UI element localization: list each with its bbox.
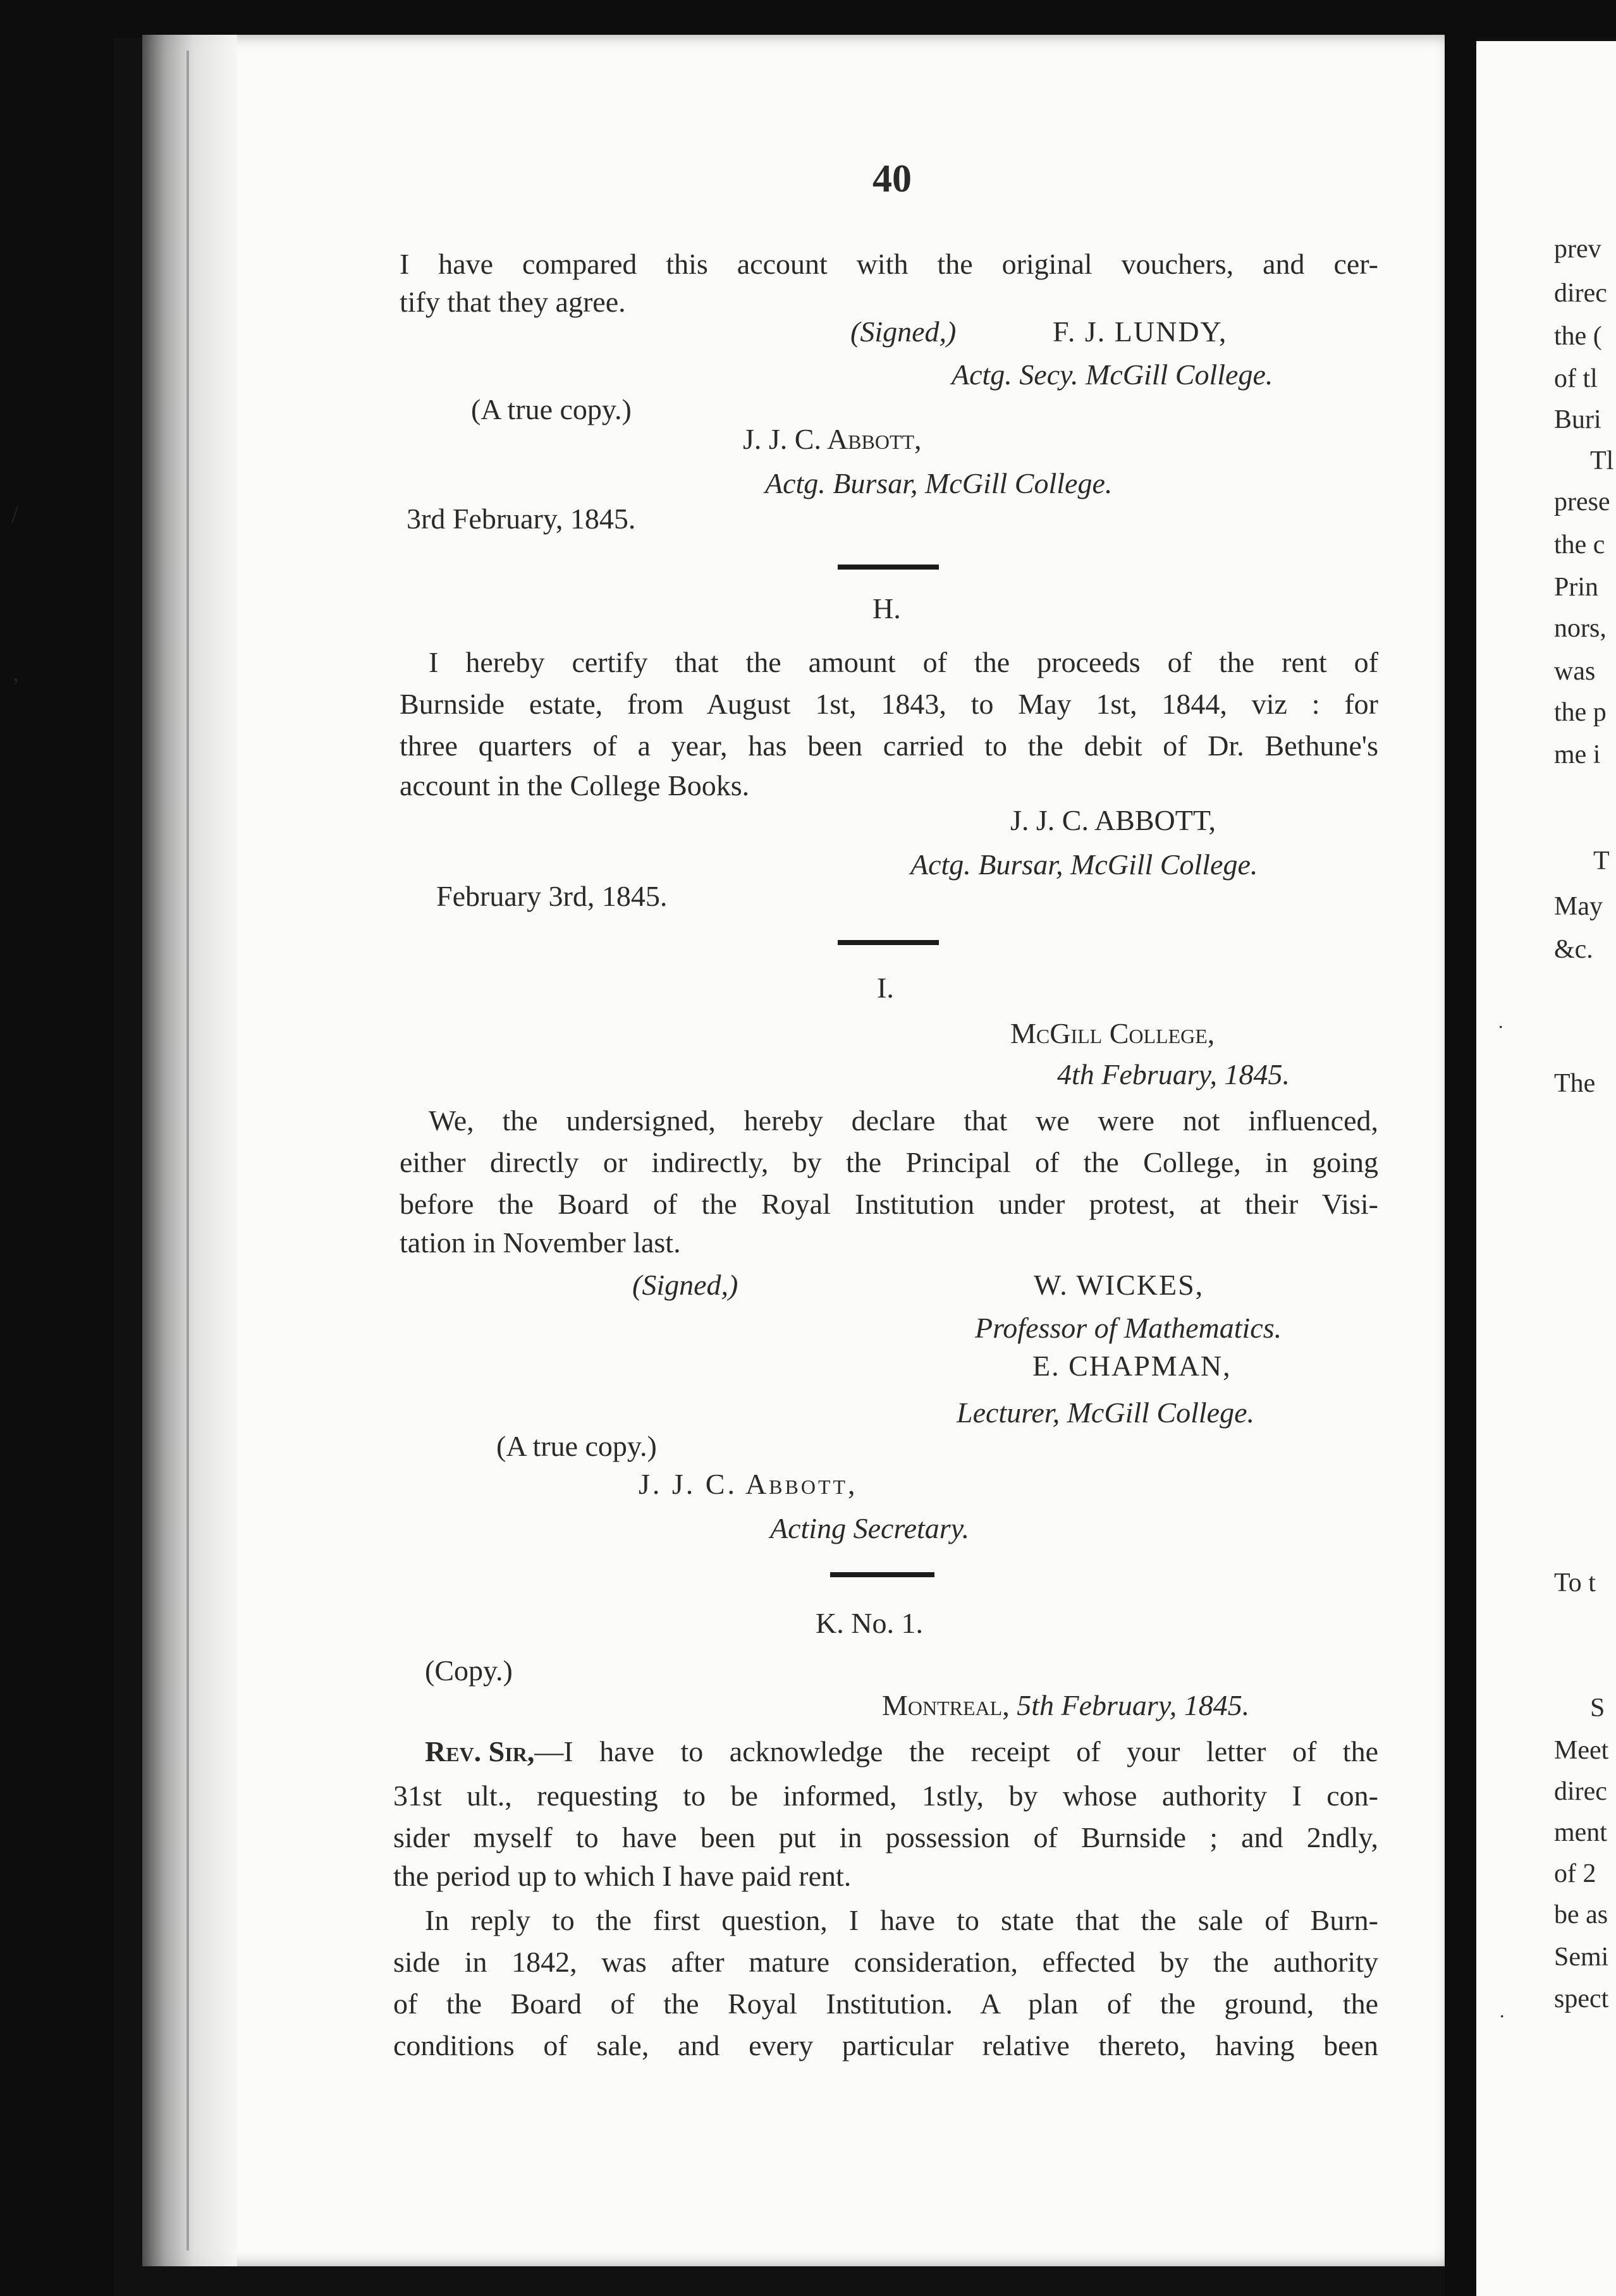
- text-line: account in the College Books.: [400, 769, 750, 802]
- true-copy-label: (A true copy.): [471, 393, 632, 425]
- date-line: 4th February, 1845.: [1057, 1058, 1290, 1090]
- text-line: before the Board of the Royal Institution under protest, at their Visi-: [400, 1188, 1378, 1220]
- book-gutter: [1445, 35, 1476, 2296]
- facing-page-fragment: &c.: [1554, 935, 1593, 964]
- text-line: side in 1842, was after mature consideration, effected by the authority: [393, 1946, 1378, 1978]
- facing-page-fragment: the c: [1554, 530, 1605, 559]
- text-line: three quarters of a year, has been carried to the debit of Dr. Bethune's: [400, 730, 1378, 762]
- signatory-name: J. J. C. Abbott,: [639, 1468, 858, 1500]
- facing-page-fragment: To t: [1554, 1568, 1596, 1597]
- date-line: [1057, 1060, 1290, 1089]
- date-line: February 3rd, 1845.: [436, 880, 668, 912]
- text-line: either directly or indirectly, by the Principal of the College, in going: [400, 1146, 1378, 1178]
- place-line: McGill College,: [1010, 1017, 1215, 1049]
- facing-page-fragment: was: [1554, 657, 1596, 686]
- text-line: Burnside estate, from August 1st, 1843, to May 1st, 1844, viz : for: [400, 688, 1378, 720]
- text-line: tation in November last.: [400, 1226, 681, 1259]
- signatory-name: J. J. C. Abbott,: [743, 423, 922, 455]
- facing-page-fragment: direc: [1554, 1777, 1607, 1806]
- facing-page-fragment: Buri: [1554, 405, 1601, 434]
- scan-speck: .: [1498, 1011, 1503, 1032]
- signatory-name: W. WICKES,: [1034, 1269, 1204, 1301]
- section-heading: K. No. 1.: [816, 1607, 923, 1639]
- signatory-title: Acting Secretary.: [770, 1512, 970, 1544]
- signatory-name: J. J. C. ABBOTT,: [1010, 804, 1216, 836]
- text-line: In reply to the first question, I have to state that the sale of Burn-: [425, 1904, 1378, 1936]
- scan-speck: ,: [13, 658, 19, 687]
- text-line: the period up to which I have paid rent.: [393, 1860, 852, 1892]
- section-divider: [838, 565, 939, 570]
- date-line: 3rd February, 1845.: [407, 503, 636, 535]
- date-line: [882, 1691, 1249, 1720]
- facing-page-fragment: May: [1554, 892, 1603, 921]
- text-line: 31st ult., requesting to be informed, 1stly, by whose authority I con-: [393, 1780, 1378, 1812]
- section-heading: H.: [872, 592, 901, 625]
- facing-page-fragment: Semi: [1554, 1943, 1609, 1972]
- facing-page-fragment: be as: [1554, 1900, 1608, 1929]
- facing-page-fragment: prese: [1554, 487, 1610, 516]
- facing-page-fragment: me i: [1554, 740, 1601, 769]
- section-heading: I.: [877, 972, 894, 1004]
- facing-page-fragment: Meet: [1554, 1736, 1609, 1765]
- facing-page-fragment: spect: [1554, 1984, 1609, 2013]
- signatory-name: F. J. LUNDY,: [1053, 315, 1228, 348]
- salutation: Rev. Sir,: [425, 1735, 535, 1768]
- facing-page-fragment: the p: [1554, 698, 1607, 727]
- facing-page-fragment: of 2: [1554, 1859, 1596, 1888]
- signed-label: (Signed,): [632, 1269, 738, 1301]
- section-divider: [838, 940, 939, 945]
- scan-speck: .: [1500, 2001, 1505, 2022]
- facing-page-fragment: nors,: [1554, 614, 1607, 643]
- signatory-title: Actg. Bursar, McGill College.: [910, 848, 1258, 881]
- facing-page-fragment: of tl: [1554, 364, 1598, 393]
- facing-page-fragment: Tl: [1590, 446, 1614, 475]
- true-copy-label: (A true copy.): [496, 1430, 657, 1462]
- facing-page-fragment: prev: [1554, 235, 1601, 264]
- facing-page-fragment: direc: [1554, 279, 1607, 308]
- signatory-title: Professor of Mathematics.: [975, 1312, 1282, 1344]
- facing-page-fragment: The: [1554, 1069, 1596, 1098]
- binding-edge-line: [187, 51, 189, 2250]
- facing-page-fragment: Prin: [1554, 573, 1599, 602]
- scan-background-top: [0, 0, 1616, 38]
- signatory-name: E. CHAPMAN,: [1032, 1350, 1232, 1382]
- salutation-line: [425, 1737, 1378, 1766]
- date-line: 5th February, 1845.: [1017, 1689, 1250, 1721]
- text-line: —I have to acknowledge the receipt of your letter of the: [534, 1735, 1378, 1768]
- scan-background-left: [0, 0, 114, 2296]
- copy-label: (Copy.): [425, 1654, 513, 1687]
- facing-page-fragment: T: [1593, 846, 1610, 876]
- page-binding-shadow: [142, 35, 237, 2266]
- signatory-title: Actg. Bursar, McGill College.: [765, 467, 1113, 499]
- facing-page-fragment: the (: [1554, 322, 1602, 351]
- facing-page-fragment: ment: [1554, 1818, 1607, 1847]
- text-line: We, the undersigned, hereby declare that we were not influenced,: [429, 1104, 1378, 1137]
- section-divider: [830, 1572, 934, 1577]
- page-number: 40: [872, 157, 912, 200]
- facing-page-fragment: S: [1590, 1694, 1605, 1723]
- signed-label: (Signed,): [850, 315, 957, 348]
- place-line: Montreal,: [882, 1689, 1010, 1721]
- signatory-title: Actg. Secy. McGill College.: [952, 358, 1273, 391]
- signatory-title: Lecturer, McGill College.: [957, 1396, 1254, 1429]
- text-line: of the Board of the Royal Institution. A plan of the ground, the: [393, 1988, 1378, 2020]
- scan-speck: /: [11, 500, 19, 528]
- text-line: sider myself to have been put in possession of Burnside ; and 2ndly,: [393, 1821, 1378, 1853]
- text-line: conditions of sale, and every particular relative thereto, having been: [393, 2029, 1378, 2061]
- text-line: I hereby certify that the amount of the proceeds of the rent of: [429, 646, 1378, 678]
- text-line: I have compared this account with the original vouchers, and cer-: [400, 248, 1378, 280]
- text-line: tify that they agree.: [400, 286, 626, 318]
